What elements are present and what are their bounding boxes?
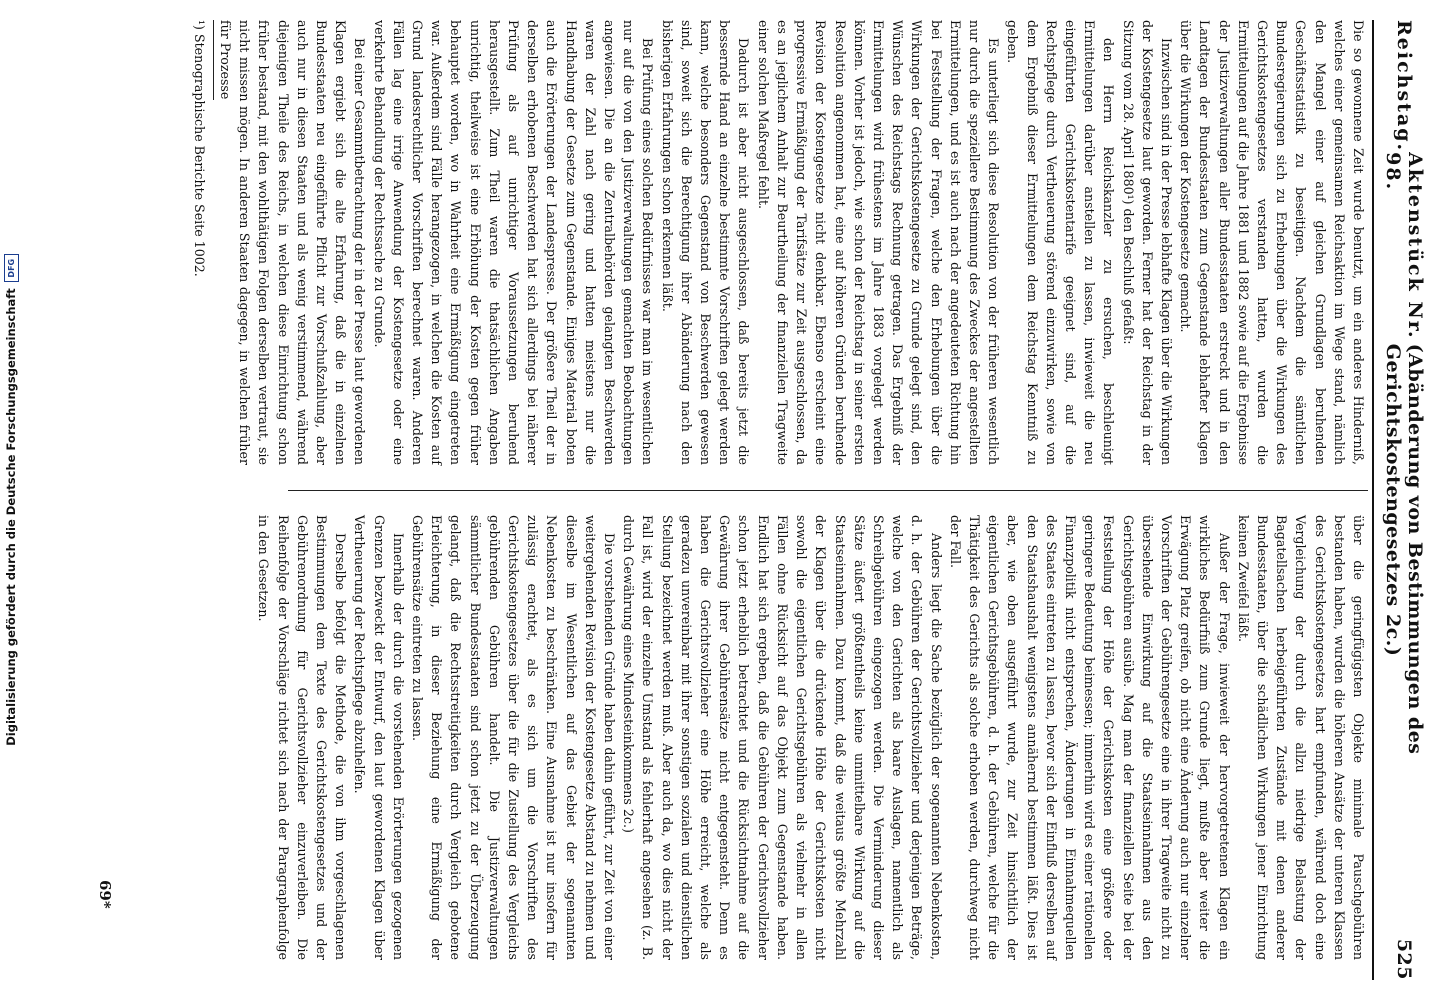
paragraph: Derselbe befolgt die Methode, die von ihm vorgeschlagenen Bestimmungen dem Texte des Gerichtskostengesetzes und der Gebührenordnung für Gerichtsvollzieher einzuverleiben. Die Reihenfolge der Vorschläge richtet sich nach der Paragraphenfolge in den Gesetzen. — [256, 515, 349, 960]
paragraph: über die geringfügigsten Objekte minimale Pauschgebühren bestanden haben, wurden die höheren Ansätze der unteren Klassen des Gerichtskostengesetzes hart empfunden, während doch eine Vergleichung der durch die allzu niedrige Belastung der Bagatellsachen herbeigeführten Zustände mit denen anderer Bundesstaaten, über die schädlichen Wirkungen jener Einrichtung keinen Zweifel läßt. — [1235, 515, 1366, 960]
left-column — [218, 20, 1368, 465]
paragraph: Es unterliegt sich diese Resolution von der früheren wesentlich nur durch die speziellere Bestimmung des Zweckes der angestellten Ermittelungen, und es ist auch nach der angedeuteten Richtung hin bei Feststellung der Fragen, welche den Erhebungen über die Wirkungen der Gerichtskostengesetze zu Grunde gelegt sind, den Wünschen des Reichstags Rechnung getragen. Das Ergebniß der Ermittelungen wird frühestens im Jahre 1883 vorgelegt werden können. Vorher ist jedoch, wie schon der Reichstag in seiner ersten Resolution angenommen hat, eine auf höheren Gründen beruhende Revision der Kostengesetze nicht denkbar. Ebenso erscheint eine progressive Ermäßigung der Tarifsätze zur Zeit ausgeschlossen, da es an jeglichem Anhalt zur Beurtheilung der finanziellen Tragweite einer solchen Maßregel fehlt. — [755, 20, 1002, 465]
page-header — [1376, 20, 1432, 980]
paragraph: Die vorstehenden Gründe haben dahin geführt, zur Zeit von einer weitergehenden Revision der Kostengesetze Abstand zu nehmen und dieselbe im Wesentlichen auf das Gebiet der sogenannten Nebenkosten zu beschränken. Eine Ausnahme ist nur insofern für zulässig erachtet, als es sich um die Vorschriften des Gerichtskostengesetzes über die für die Zustellung des Vergleichs gebührenden Gebühren handelt. Die Justizverwaltungen sämmtlicher Bundesstaaten sind schon jetzt zu der Überzeugung gelangt, daß die Rechtsstreitigkeiten durch Vergleich gebotene Erleichterung, in dieser Beziehung eine Ermäßigung der Gebührensätze eintreten zu lassen. — [410, 515, 618, 960]
credit-text: Digitalisierung gefördert durch die Deutsche Forschungsgemeinschaft — [4, 288, 18, 746]
header-title: Aktenstück Nr. 98. — [1382, 152, 1426, 340]
paragraph: Innerhalb der durch die vorstehenden Erörterungen gezogenen Grenzen bezweckt der Entwurf, den laut gewordenen Klagen über Vertheuerung der Rechtspflege abzuhelfen. — [352, 515, 406, 960]
column-divider — [288, 490, 1368, 491]
paragraph: Bei einer Gesammtbetrachtung der in der Presse laut gewordenen Klagen ergiebt sich die alte Erfahrung, daß die in einzelnen Bundesstaaten neu eingeführte Pflicht zur Vorschußzahlung, aber auch nur in diesen Staaten und als wenig verstimmend, während diejenigen Theile des Reichs, in welchen diese Einrichtung schon früher bestand, mit den wohlthätigen Folgen derselben vertraut, sie nicht missen mögen. In anderen Staaten dagegen, in welchen früher für Prozesse — [218, 20, 368, 465]
header-subtitle: (Abänderung von Bestimmungen des Gerichtskostengesetzes 2c.) — [1382, 343, 1426, 755]
header-left: Reichstag. — [1393, 20, 1415, 153]
signature-mark: 69* — [96, 880, 114, 909]
header-rule — [1372, 20, 1374, 980]
paragraph: den Herrn Reichskanzler zu ersuchen, beschleunigt Ermittelungen darüber anstellen zu lassen, inwieweit die neu eingeführten Gerichtskostentarife geeignet sind, auf die Rechtspflege durch Vertheuerung störend einzuwirken, sowie von dem Ergebniß dieser Ermittelungen dem Reichstag Kenntniß zu geben. — [1005, 20, 1117, 465]
paragraph: Inzwischen sind in der Presse lebhafte Klagen über die Wirkungen der Kostengesetze laut geworden. Ferner hat der Reichstag in der Sitzung vom 28. April 1880¹) den Beschluß gefaßt: — [1120, 20, 1174, 465]
footnote-rule — [213, 20, 214, 100]
paragraph: Bei Prüfung eines solchen Bedürfnisses war man im wesentlichen nur auf die von den Justizverwaltungen gemachten Beobachtungen angewiesen. Die an die Zentralbehörden gelangten Beschwerden waren der Zahl nach gering und hatten meistens nur die Handhabung der Gesetze zum Gegenstande. Einiges Material boten auch die Erörterungen der Landespresse. Der größere Theil der in derselben erhobenen Beschwerden hat sich allerdings bei näherer Prüfung als auf unrichtiger Voraussetzungen beruhend herausgestellt. Zum Theil waren die thatsächlichen Angaben unrichtig, theilweise ist eine Erhöhung der Kosten gegen früher behauptet worden, wo in Wahrheit eine Ermäßigung eingetreten war. Außerdem sind Fälle herangezogen, in welchen die Kosten auf Grund landesrechtlicher Vorschriften berechnet waren. Anderen Fällen lag eine irrige Anwendung der Kostengesetze oder eine verkehrte Behandlung der Rechtssache zu Grunde. — [371, 20, 656, 465]
footnote: ¹) Stenographische Berichte Seite 1002. — [192, 20, 207, 277]
paragraph: Die so gewonnene Zeit wurde benutzt, um ein anderes Hinderniß, welches einer gemeinsamen Reichsaktion im Wege stand, nämlich den Mangel einer auf gleichen Grundlagen beruhenden Geschäftsstatistik zu beseitigen. Nachdem die sämtlichen Bundesregierungen sich zu Erhebungen über die Wirkungen des Gerichtskostengesetzes verstanden hatten, wurden die Ermittelungen auf die Jahre 1881 und 1882 sowie auf die Ergebnisse der Justizverwaltungen aller Bundesstaaten erstreckt und in den Landtagen der Bundesstaaten zum Gegenstande lebhafter Klagen über die Wirkungen der Kostengesetze gemacht. — [1178, 20, 1366, 465]
page-number: 525 — [1393, 938, 1415, 980]
right-column — [208, 515, 1368, 960]
paragraph: Anders liegt die Sache bezüglich der sogenannten Nebenkosten, d. h. der Gebühren der Gerichtsvollzieher und derjenigen Beträge, welche von den Gerichten als baare Auslagen, namentlich als Schreibgebühren eingezogen werden. Die Verminderung dieser Sätze äußert größtentheils keine unmittelbare Wirkung auf die Staatseinnahmen. Dazu kommt, daß die weitaus größte Mehrzahl der Klagen über die drückende Höhe der Gerichtskosten nicht sowohl die eigentlichen Gerichtsgebühren als vielmehr in allen Fällen ohne Rücksicht auf das Objekt zum Gegenstande haben. Endlich hat sich ergeben, daß die Gebühren der Gerichtsvollzieher schon jetzt erheblich betrachtet und die Rücksichtnahme auf die Gewährung ihrer Gebührensätze nicht entgegensteht. Denn es haben die Gerichtsvollzieher eine Höhe erreicht, welche als geradezu unvereinbar mit ihrer sonstigen sozialen und dienstlichen Stellung bezeichnet werden muß. Aber auch da, wo dies nicht der Fall ist, wird der einzelne Umstand als fehlerhaft angesehen (z. B. durch Gewährung eines Mindesteinkommens 2c.) — [621, 515, 944, 960]
paragraph: Dadurch ist aber nicht ausgeschlossen, daß bereits jetzt die bessernde Hand an einzelne bestimmte Vorschriften gelegt werden kann, welche besonders Gegenstand von Beschwerden gewesen sind, soweit sich die Berechtigung ihrer Abänderung nach den bisherigen Erfahrungen schon erkennen läßt. — [659, 20, 752, 465]
paragraph: Außer der Frage, inwieweit der hervorgetretenen Klagen ein wirkliches Bedürfniß zum Grunde liegt, mußte aber weiter die Erwägung Platz greifen, ob nicht eine Änderung auch nur einzelner Vorschriften der Gebührengesetze eine in ihrer Tragweite nicht zu übersehende Einwirkung auf die Staatseinnahmen aus den Gerichtsgebühren ausübe. Mag man der finanziellen Seite bei der Feststellung der Höhe der Gerichtskosten eine größere oder geringere Bedeutung beimessen; immerhin wird es einer rationellen Finanzpolitik nicht entsprechen, Änderungen in Einnahmequellen des Staates eintreten zu lassen, bevor sich der Einfluß derselben auf den Staatshaushalt wenigstens annähernd bestimmen läßt. Dies ist aber, wie oben ausgeführt wurde, zur Zeit hinsichtlich der eigentlichen Gerichtsgebühren, d. h. der Gebühren, welche für die Thätigkeit des Gerichts als solche erhoben werden, durchweg nicht der Fall. — [947, 515, 1232, 960]
dfg-logo: DFG — [4, 254, 19, 282]
